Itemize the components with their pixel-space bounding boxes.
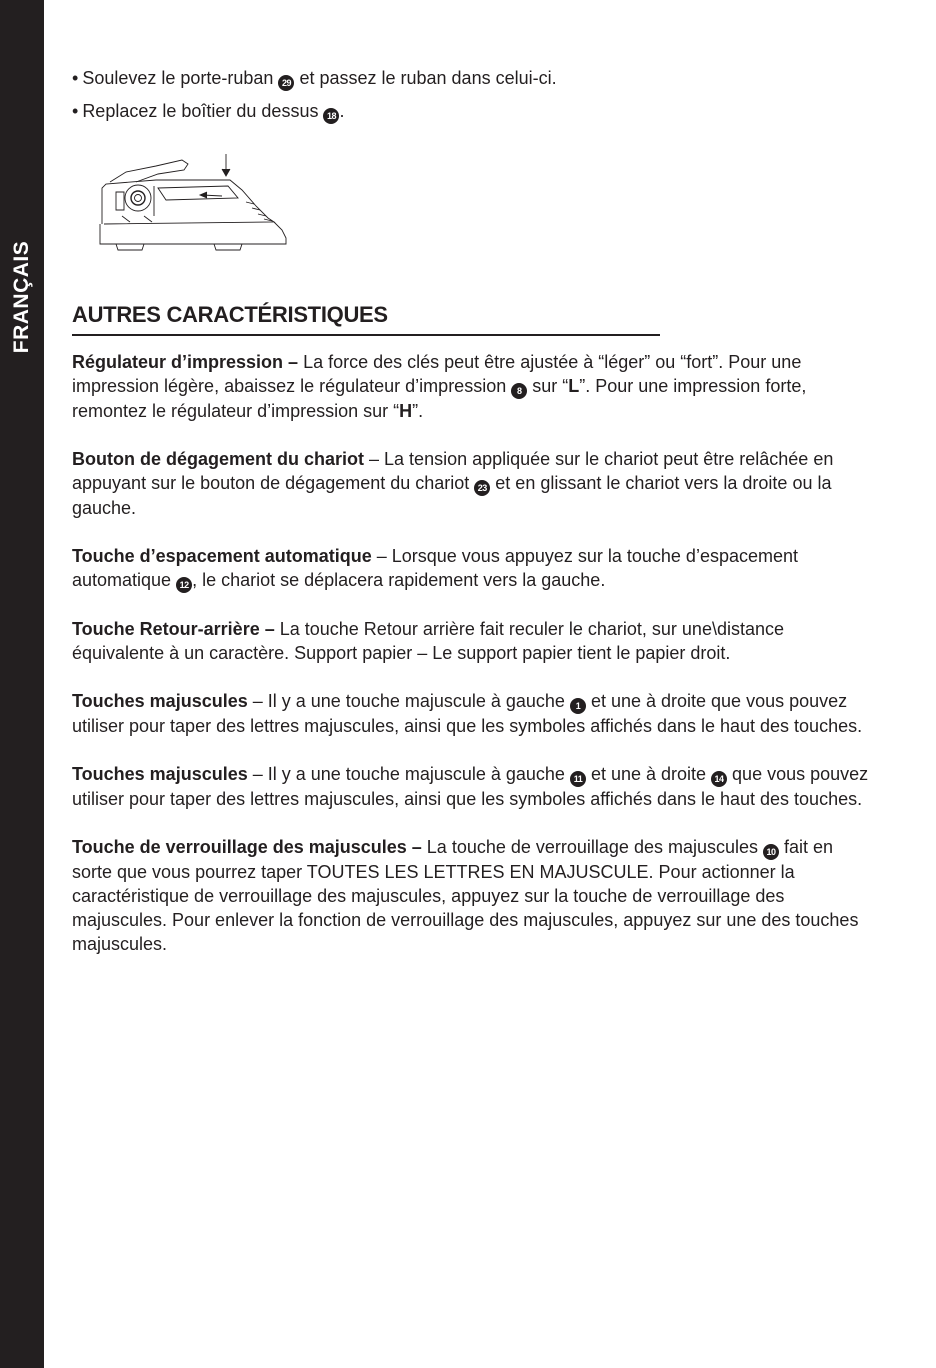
paragraph-list — [72, 350, 877, 956]
language-side-tab — [0, 0, 44, 1368]
callout-number-icon: 29 — [278, 75, 294, 91]
callout-number-icon: 10 — [763, 844, 779, 860]
callout-number-icon: 14 — [711, 771, 727, 787]
bullet-item: • Soulevez le porte-ruban 29 et passez le ruban dans celui-ci. — [72, 66, 877, 91]
paragraph-shift-keys-2: Touches majuscules – Il y a une touche majuscule à gauche 11 et une à droite 14 que vous pouvez utiliser pour taper des lettres majuscules, ainsi que les symboles affichés dans le haut des touches. — [72, 764, 869, 809]
callout-number-icon: 18 — [323, 108, 339, 124]
paragraph-caps-lock: Touche de verrouillage des majuscules – La touche de verrouillage des majuscules 10 fait en sorte que vous pourrez taper TOUTES LES LETTRES EN MAJUSCULE. Pour actionner la caractéristique de verrouillage des majuscules, appuyez sur la touche de verrouillage des majuscules. Pour enlever la fonction de verrouillage des majuscules, appuyez sur une des touches majuscules. — [72, 837, 859, 954]
typewriter-illustration — [96, 152, 296, 252]
language-tab-label: FRANÇAIS — [10, 240, 33, 354]
paragraph-print-regulator: Régulateur d’impression – La force des clés peut être ajustée à “léger” ou “fort”. Pour une impression légère, abaissez le régulateur d’impression 8 sur “L”. Pour une impression forte, remontez le régulateur d’impression sur “H”. — [72, 352, 807, 421]
callout-number-icon: 11 — [570, 771, 586, 787]
bullet-item: • Replacez le boîtier du dessus 18 . — [72, 99, 877, 124]
callout-number-icon: 23 — [474, 480, 490, 496]
paragraph-auto-spacing: Touche d’espacement automatique – Lorsque vous appuyez sur la touche d’espacement automatique 12 , le chariot se déplacera rapidement vers la gauche. — [72, 544, 877, 593]
paragraph-shift-keys: Touches majuscules – Il y a une touche majuscule à gauche 1 et une à droite que vous pouvez utiliser pour taper des lettres majuscules, ainsi que les symboles affichés dans le haut des touches. — [72, 691, 863, 736]
section-title: AUTRES CARACTÉRISTIQUES — [72, 301, 660, 336]
callout-number-icon: 1 — [570, 698, 586, 714]
page-content — [72, 66, 877, 980]
callout-number-icon: 12 — [176, 577, 192, 593]
paragraph-backspace: Touche Retour-arrière – La touche Retour arrière fait reculer le chariot, sur une\distance équivalente à un caractère. Support papier – Le support papier tient le papier droit. — [72, 619, 784, 663]
callout-number-icon: 8 — [511, 383, 527, 399]
paragraph-carriage-release: Bouton de dégagement du chariot – La tension appliquée sur le chariot peut être relâchée en appuyant sur le bouton de dégagement du chariot 23 et en glissant le chariot vers la droite ou la gauche. — [72, 449, 834, 518]
